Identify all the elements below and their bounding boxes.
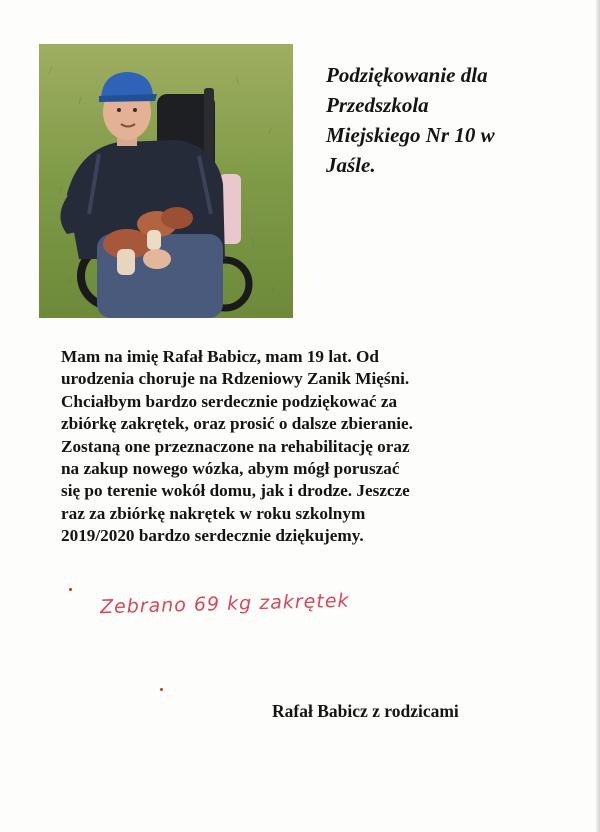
body-line: urodzenia choruje na Rdzeniowy Zanik Mięśni. xyxy=(61,369,410,389)
handwritten-note: Zebrano 69 kg zakrętek xyxy=(99,589,350,619)
photo-man-in-wheelchair xyxy=(39,44,293,318)
signature: Rafał Babicz z rodzicami xyxy=(272,701,459,721)
title-line: Podziękowanie dla xyxy=(326,63,488,87)
title-line: Przedszkola xyxy=(326,93,429,117)
letter-body xyxy=(61,346,581,548)
paper-edge-shadow xyxy=(596,0,600,832)
title-line: Miejskiego Nr 10 w xyxy=(326,123,495,147)
ink-speck xyxy=(160,688,163,691)
title-line: Jaśle. xyxy=(326,153,376,177)
body-line: 2019/2020 bardzo serdecznie dziękujemy. xyxy=(61,526,364,546)
body-line: Chciałbym bardzo serdecznie podziękować za xyxy=(61,391,398,411)
body-line: raz za zbiórkę nakrętek w roku szkolnym xyxy=(61,503,366,523)
ink-speck xyxy=(69,588,72,591)
body-line: na zakup nowego wózka, abym mógł poruszać xyxy=(61,459,400,479)
photo-illustration xyxy=(39,44,293,318)
body-line: Mam na imię Rafał Babicz, mam 19 lat. Od xyxy=(61,347,379,366)
body-line: zbiórkę zakrętek, oraz prosić o dalsze zbieranie. xyxy=(61,414,413,434)
body-line: się po terenie wokół domu, jak i drodze. Jeszcze xyxy=(61,481,410,501)
body-line: Zostaną one przeznaczone na rehabilitację oraz xyxy=(61,436,410,456)
letter-title xyxy=(326,60,586,180)
